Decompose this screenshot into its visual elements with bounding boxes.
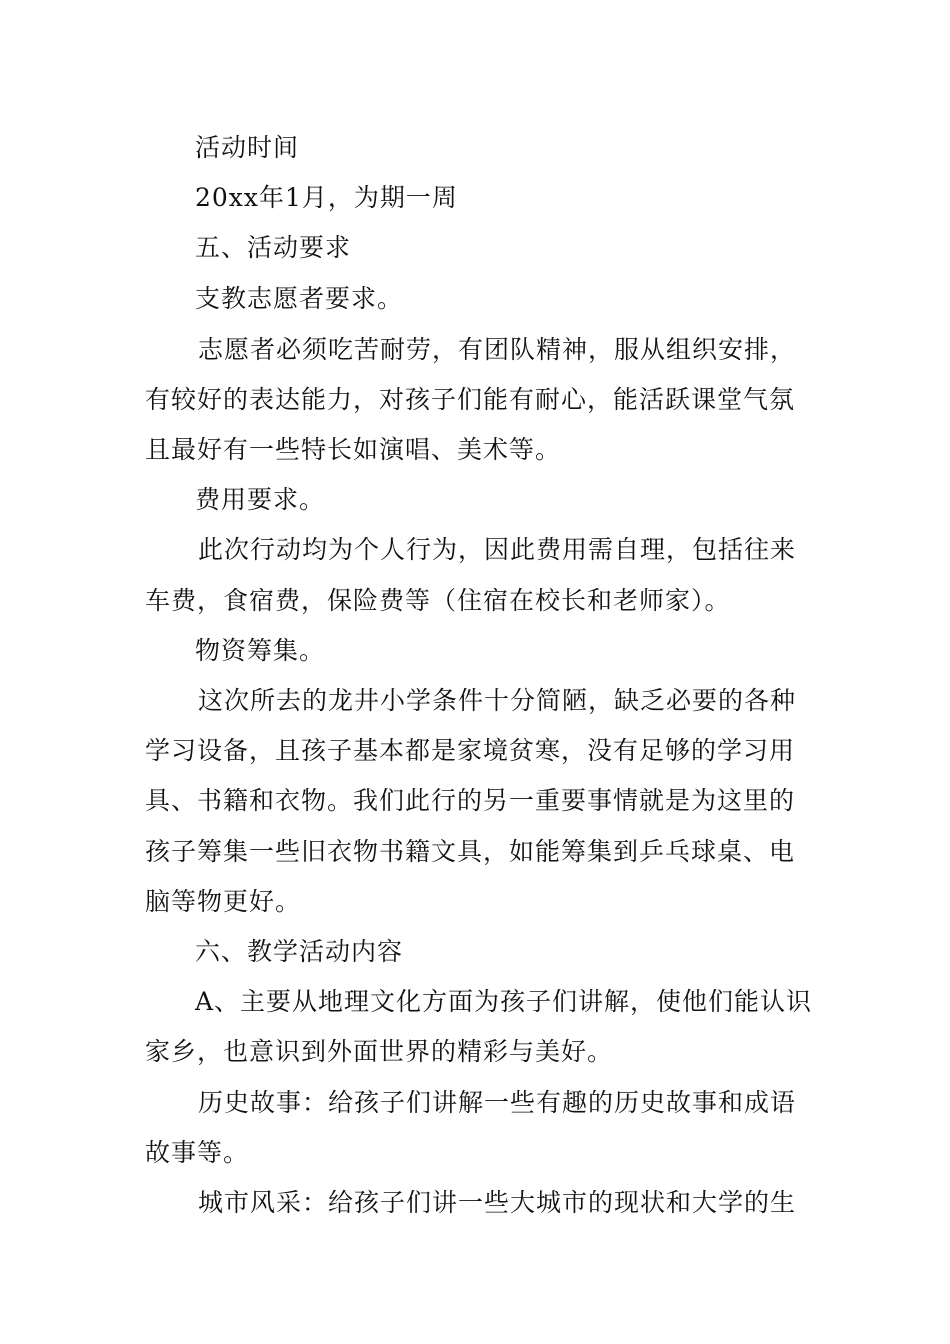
heading-activity-time: 活动时间 bbox=[195, 133, 300, 162]
paragraph-line: 这次所去的龙井小学条件十分简陋，缺乏必要的各种 bbox=[198, 686, 797, 715]
paragraph-line: 脑等物更好。 bbox=[145, 887, 302, 916]
paragraph-line: 志愿者必须吃苦耐劳，有团队精神，服从组织安排， bbox=[198, 335, 797, 364]
paragraph-line: 且最好有一些特长如演唱、美术等。 bbox=[145, 435, 562, 464]
paragraph-line: 具、书籍和衣物。我们此行的另一重要事情就是为这里的 bbox=[145, 786, 796, 815]
section-heading-teaching-content: 六、教学活动内容 bbox=[195, 937, 404, 966]
paragraph-line: 家乡，也意识到外面世界的精彩与美好。 bbox=[145, 1037, 614, 1066]
paragraph-line: 有较好的表达能力，对孩子们能有耐心，能活跃课堂气氛 bbox=[145, 385, 796, 414]
paragraph-line: A、主要从地理文化方面为孩子们讲解，使他们能认识 bbox=[195, 987, 813, 1016]
paragraph-line: 车费，食宿费，保险费等（住宿在校长和老师家）。 bbox=[145, 586, 731, 615]
paragraph-activity-date: 20xx年1月，为期一周 bbox=[195, 183, 458, 212]
paragraph-line: 城市风采：给孩子们讲一些大城市的现状和大学的生 bbox=[198, 1188, 797, 1217]
paragraph-line: 孩子筹集一些旧衣物书籍文具，如能筹集到乒乓球桌、电 bbox=[145, 837, 796, 866]
paragraph-line: 此次行动均为个人行为，因此费用需自理，包括往来 bbox=[198, 535, 797, 564]
section-heading-requirements: 五、活动要求 bbox=[195, 233, 352, 262]
subheading-supplies: 物资筹集。 bbox=[195, 636, 326, 665]
paragraph-line: 学习设备，且孩子基本都是家境贫寒，没有足够的学习用 bbox=[145, 736, 796, 765]
subheading-cost-requirements: 费用要求。 bbox=[195, 485, 326, 514]
subheading-volunteer-requirements: 支教志愿者要求。 bbox=[195, 284, 404, 313]
paragraph-line: 历史故事：给孩子们讲解一些有趣的历史故事和成语 bbox=[198, 1088, 797, 1117]
paragraph-line: 故事等。 bbox=[145, 1138, 250, 1167]
